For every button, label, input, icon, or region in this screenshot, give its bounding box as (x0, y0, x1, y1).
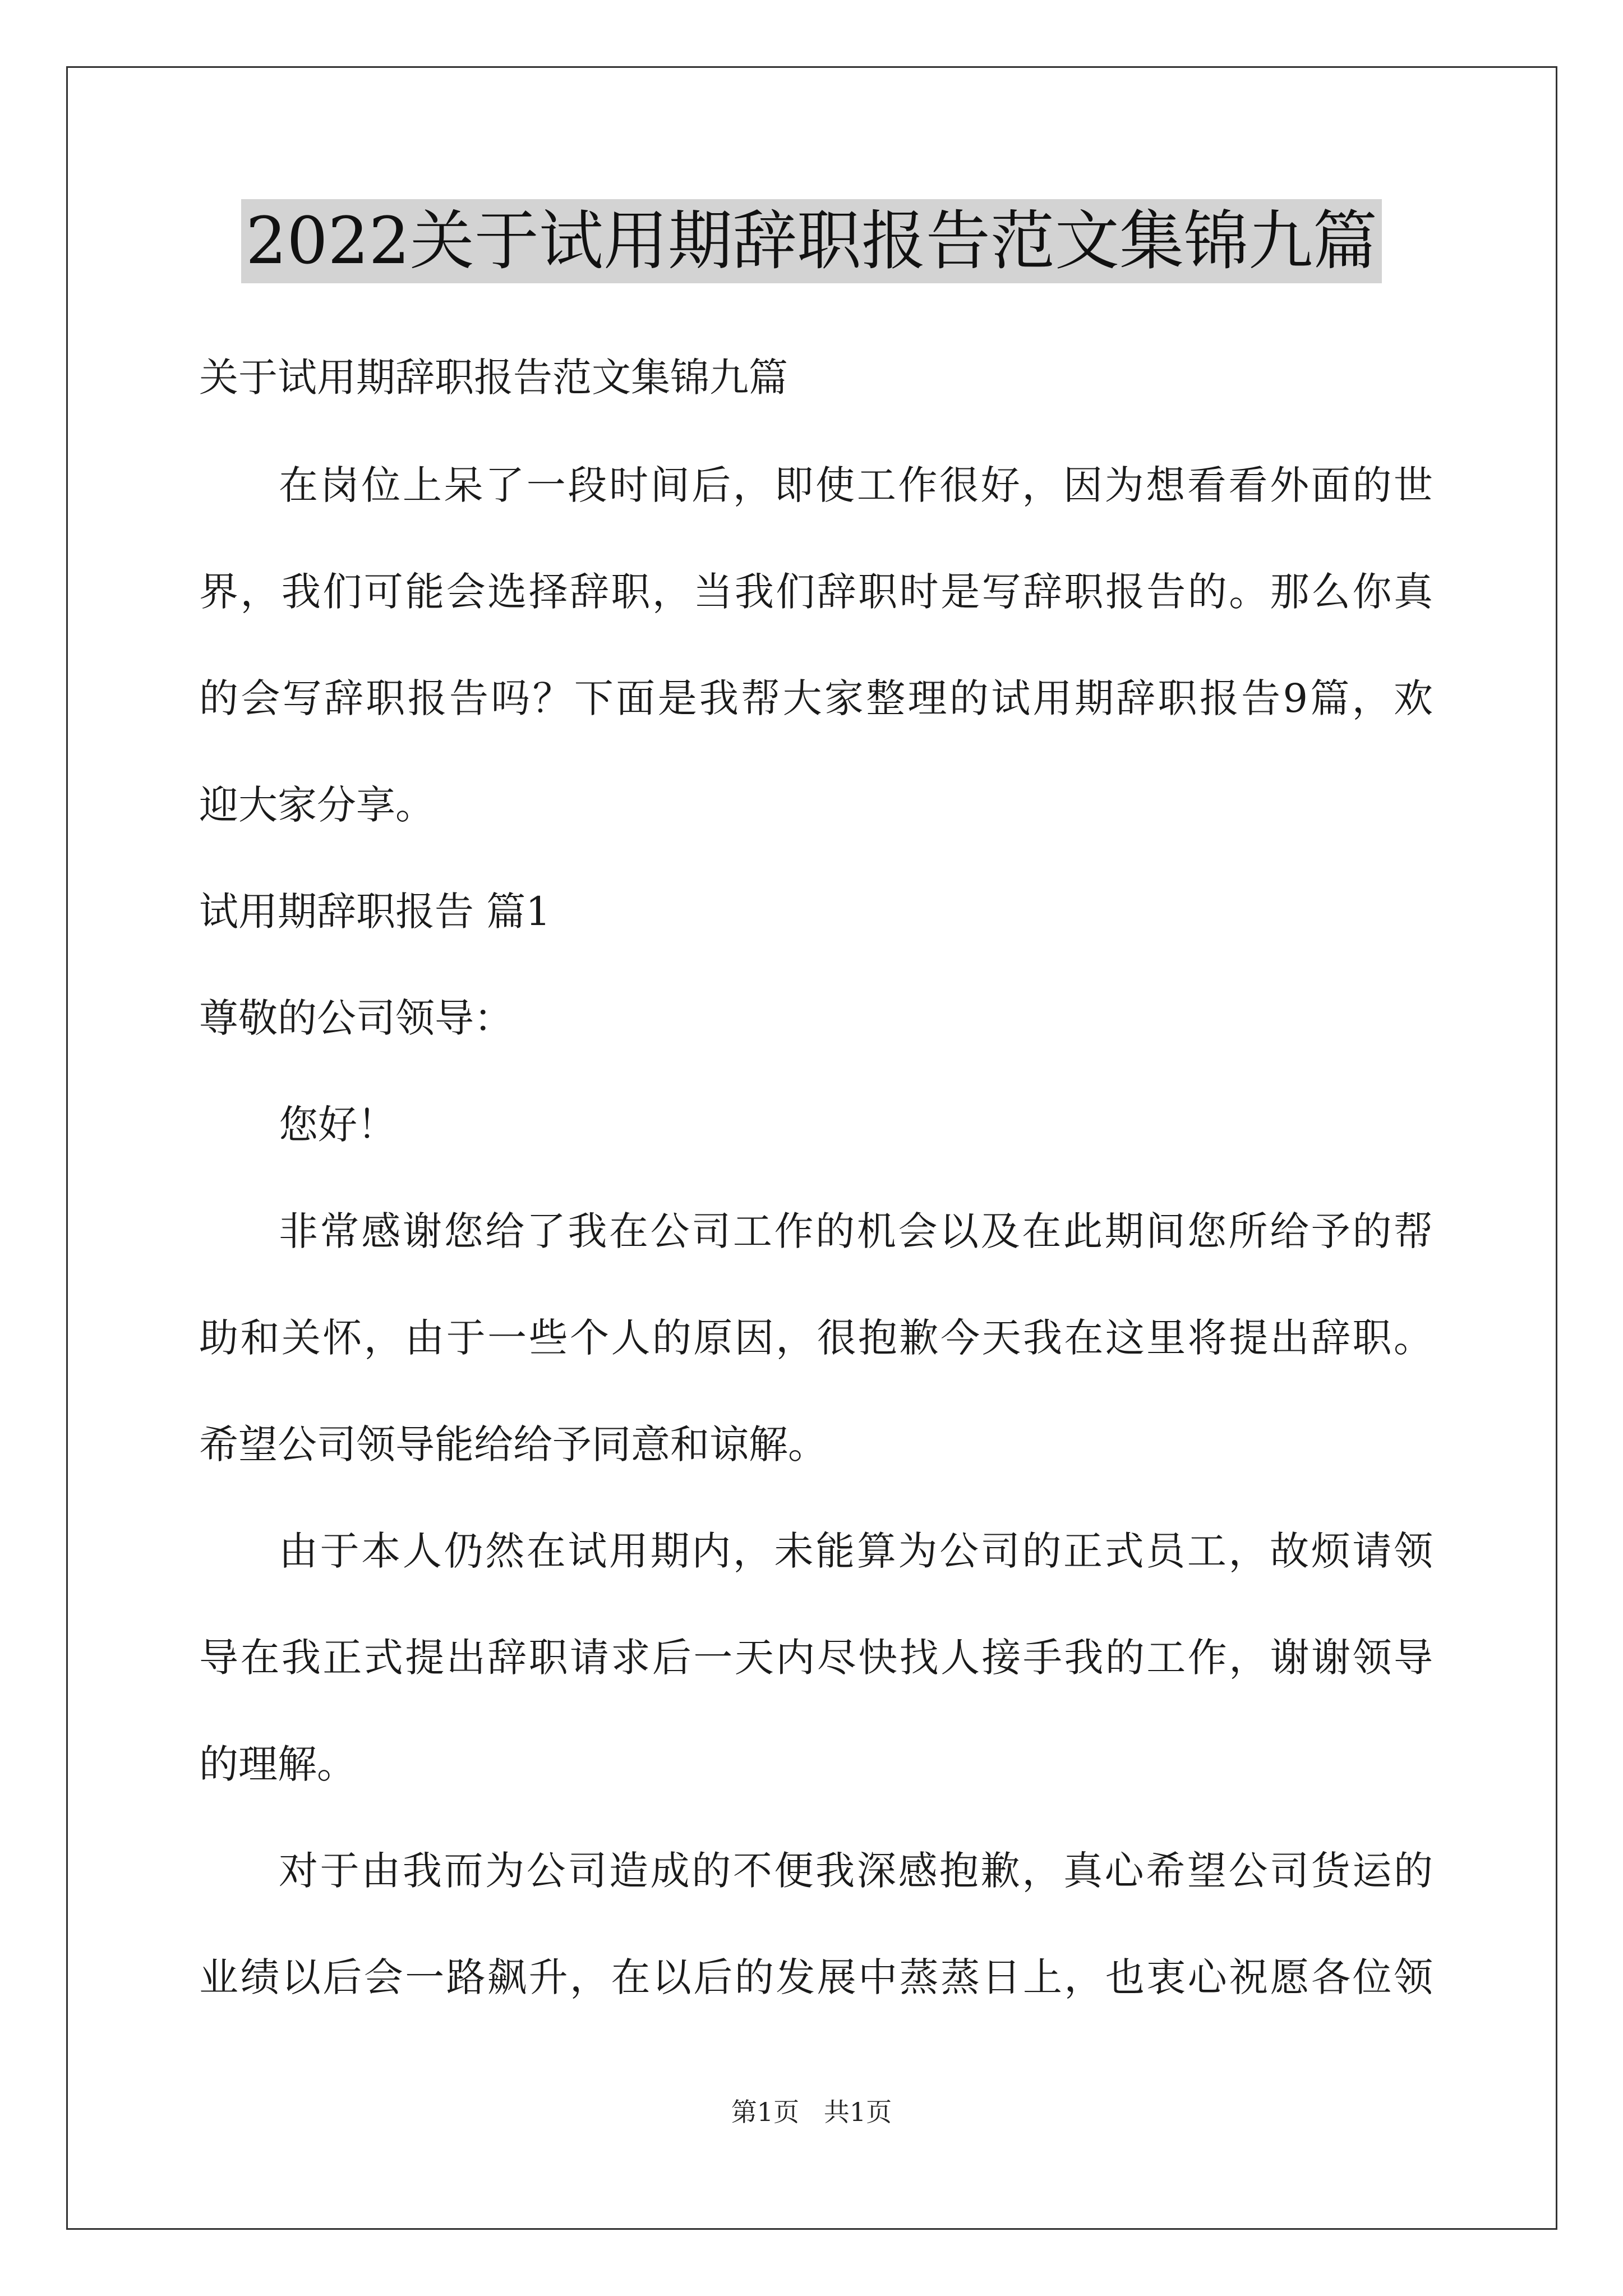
paragraph-line: 迎大家分享。 (199, 782, 435, 828)
paragraph-line: 界，我们可能会选择辞职，当我们辞职时是写辞职报告的。那么你真 (199, 569, 1433, 615)
paragraph-line: 导在我正式提出辞职请求后一天内尽快找人接手我的工作，谢谢领导 (199, 1635, 1433, 1681)
paragraph-line: 非常感谢您给了我在公司工作的机会以及在此期间您所给予的帮 (279, 1208, 1433, 1254)
section-heading: 试用期辞职报告 篇1 (199, 889, 551, 935)
greeting-line: 您好！ (279, 1102, 396, 1148)
paragraph-line: 助和关怀，由于一些个人的原因，很抱歉今天我在这里将提出辞职。 (199, 1315, 1433, 1361)
paragraph-line: 对于由我而为公司造成的不便我深感抱歉，真心希望公司货运的 (279, 1848, 1433, 1894)
paragraph-line: 的理解。 (199, 1741, 356, 1787)
paragraph-line: 在岗位上呆了一段时间后，即使工作很好，因为想看看外面的世 (279, 462, 1433, 508)
paragraph-line: 的会写辞职报告吗？下面是我帮大家整理的试用期辞职报告9篇，欢 (199, 675, 1433, 721)
salutation-line: 尊敬的公司领导： (199, 995, 513, 1041)
title-container (0, 199, 1623, 283)
paragraph-line: 由于本人仍然在试用期内，未能算为公司的正式员工，故烦请领 (279, 1528, 1433, 1574)
page-footer: 第1页 共1页 (731, 2097, 892, 2127)
paragraph-line: 希望公司领导能给给予同意和谅解。 (199, 1421, 827, 1467)
paragraph-line: 业绩以后会一路飙升，在以后的发展中蒸蒸日上，也衷心祝愿各位领 (199, 1954, 1433, 2000)
subtitle-line: 关于试用期辞职报告范文集锦九篇 (199, 355, 788, 401)
document-title: 2022关于试用期辞职报告范文集锦九篇 (241, 199, 1382, 283)
